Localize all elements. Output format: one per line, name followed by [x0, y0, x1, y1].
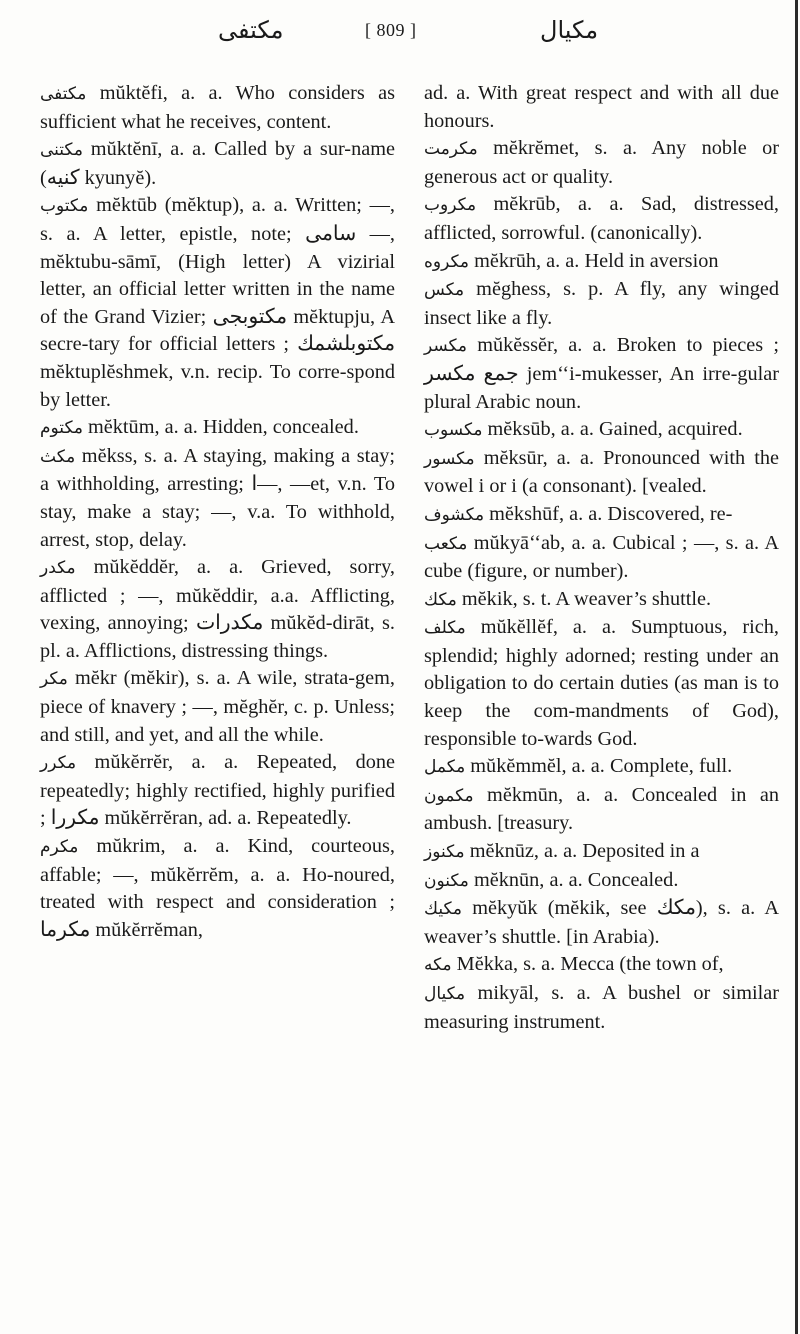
- header-right-word: مكيال: [540, 16, 599, 44]
- entry-headword-arabic: مكتنى: [40, 140, 83, 161]
- entry-definition: mĕkik, s. t. A weaver’s shuttle.: [456, 587, 712, 610]
- dictionary-entry: [424, 753, 779, 782]
- entry-headword-arabic: مكتوب: [40, 196, 89, 217]
- entry-definition: mŭkĕrrĕr, a. a. Repeated, done repeatedly; highly rectified, highly purified ; مكررا mŭkĕrrĕran, ad. a. Repeatedly.: [40, 751, 395, 830]
- entry-definition: mĕkmūn, a. a. Concealed in an ambush. [treasury.: [424, 783, 779, 835]
- entry-definition: mĕksūr, a. a. Pronounced with the vowel i or i (a consonant). [vealed.: [424, 446, 779, 498]
- header-left-word: مكتفى: [218, 16, 284, 44]
- entry-definition: mŭktĕfi, a. a. Who considers as sufficient what he receives, content.: [40, 82, 395, 133]
- entry-headword-arabic: مكتفى: [40, 84, 87, 104]
- entry-headword-arabic: مكروه: [424, 251, 469, 272]
- page-edge: [795, 0, 798, 1334]
- entry-definition: mĕkrĕmet, s. a. Any noble or generous act or quality.: [424, 137, 779, 188]
- entry-headword-arabic: مكك: [424, 589, 457, 610]
- entry-definition: mŭkyā‘‘ab, a. a. Cubical ; —, s. a. A cube (figure, or number).: [424, 531, 779, 583]
- dictionary-entry: [424, 135, 779, 191]
- dictionary-entry: [40, 192, 395, 414]
- entry-definition: mŭkĕddĕr, a. a. Grieved, sorry, afflicted ; —, mŭkĕddir, a.a. Afflicting, vexing, annoying; مكدرات mŭkĕd-dirāt, s. pl. a. Afflictions, distressing things.: [40, 556, 395, 662]
- dictionary-entry: [40, 136, 395, 192]
- dictionary-entry: [40, 749, 395, 833]
- entry-headword-arabic: مكرمت: [424, 139, 478, 160]
- dictionary-entry: [424, 614, 779, 753]
- dictionary-entry: [424, 867, 779, 896]
- dictionary-entry: [424, 276, 779, 332]
- entry-definition: mŭkĕllĕf, a. a. Sumptuous, rich, splendid; highly adorned; resting under an obligation to do certain duties (as man is to keep the com-mandments of God), responsible to-wards God.: [424, 616, 779, 750]
- entry-headword-arabic: مكسوب: [424, 420, 483, 441]
- column-divider: [399, 80, 400, 1320]
- entry-headword-arabic: مكث: [40, 446, 76, 467]
- dictionary-entry: [424, 416, 779, 445]
- dictionary-entry: [424, 248, 779, 277]
- entry-headword-arabic: مكنوز: [424, 842, 465, 863]
- dictionary-entry: [40, 443, 395, 554]
- entry-headword-arabic: مكتوم: [40, 418, 83, 439]
- entry-definition: mĕkshūf, a. a. Discovered, re-: [484, 502, 733, 525]
- entry-definition: mĕkss, s. a. A staying, making a stay; a withholding, arresting; ا—, —et, v.n. To stay, make a stay; —, v.a. To withhold, arrest, stop, delay.: [40, 444, 396, 551]
- entry-headword-arabic: مكشوف: [424, 504, 485, 525]
- entry-definition: Mĕkka, s. a. Mecca (the town of,: [451, 953, 724, 976]
- entry-headword-arabic: مكيك: [424, 899, 462, 920]
- entry-headword-arabic: مكر: [40, 669, 68, 690]
- entry-headword-arabic: مكدر: [40, 558, 76, 579]
- entry-headword-arabic: مكعب: [424, 533, 468, 554]
- entry-definition: mĕksūb, a. a. Gained, acquired.: [482, 418, 743, 441]
- entry-definition: mĕkrūb, a. a. Sad, distressed, afflicted, sorrowful. (canonically).: [424, 193, 779, 244]
- entry-headword-arabic: مكسور: [424, 448, 475, 469]
- entry-headword-arabic: مكس: [424, 280, 465, 301]
- dictionary-entry: [424, 951, 779, 980]
- entry-definition: mĕknūn, a. a. Concealed.: [468, 868, 679, 891]
- entry-definition: mĕkyŭk (mĕkik, see مكك), s. a. A weaver’s shuttle. [in Arabia).: [424, 897, 779, 948]
- entry-definition: mĕkr (mĕkir), s. a. A wile, strata-gem, piece of knavery ; —, mĕghĕr, c. p. Unless; and still, and yet, and all the while.: [40, 667, 395, 746]
- entry-definition: mikyāl, s. a. A bushel or similar measuring instrument.: [424, 982, 779, 1033]
- dictionary-entry: [40, 665, 395, 749]
- entry-definition: mĕktūb (mĕktup), a. a. Written; —, s. a. A letter, epistle, note; سامى —, mĕktubu-sāmī, (High letter) A vizirial letter, an official letter written in the name of the Grand Vizier; مكتوبجى mĕktupju, A secre-tary for official letters ; مكتوبلشمك mĕktuplĕshmek, v.n. recip. To corre-spond by letter.: [40, 194, 395, 411]
- entry-headword-arabic: مكرم: [40, 837, 79, 858]
- dictionary-entry: [424, 838, 779, 867]
- entry-definition: ad. a. With great respect and with all due honours.: [424, 82, 779, 132]
- entry-headword-arabic: مكنون: [424, 870, 469, 891]
- left-column: [40, 80, 395, 944]
- entry-definition: mĕkrūh, a. a. Held in aversion: [469, 249, 719, 272]
- dictionary-entry: [40, 833, 395, 944]
- entry-headword-arabic: مكيال: [424, 984, 466, 1004]
- dictionary-entry: [40, 80, 395, 136]
- dictionary-entry: [424, 191, 779, 247]
- entry-headword-arabic: مكسر: [424, 336, 468, 357]
- page-number: [ 809 ]: [365, 20, 417, 40]
- entry-headword-arabic: مكمون: [424, 785, 474, 806]
- dictionary-entry: [424, 586, 779, 615]
- entry-definition: mŭkĕmmĕl, a. a. Complete, full.: [465, 755, 733, 778]
- dictionary-entry: [424, 445, 779, 501]
- right-column: [424, 80, 779, 1036]
- dictionary-entry: [424, 332, 779, 416]
- dictionary-entry: [424, 782, 779, 838]
- dictionary-entry: [424, 501, 779, 530]
- page-header: [0, 14, 800, 54]
- entry-headword-arabic: مكرر: [40, 753, 77, 774]
- entry-headword-arabic: مكروب: [424, 195, 477, 216]
- entry-headword-arabic: مكمل: [424, 757, 466, 778]
- dictionary-entry: [40, 414, 395, 443]
- entry-headword-arabic: مكلف: [424, 618, 466, 639]
- entry-definition: mŭktĕnī, a. a. Called by a sur-name (كنيه kyunyĕ).: [40, 138, 395, 189]
- entry-definition: mĕktūm, a. a. Hidden, concealed.: [82, 416, 359, 439]
- dictionary-entry: [424, 530, 779, 586]
- entry-definition: mŭkĕssĕr, a. a. Broken to pieces ; جمع مكسر jem‘‘i-mukesser, An irre-gular plural Arabic noun.: [424, 334, 779, 413]
- entry-headword-arabic: مكه: [424, 955, 452, 976]
- entry-definition: mĕknūz, a. a. Deposited in a: [464, 840, 700, 863]
- entry-definition: mŭkrim, a. a. Kind, courteous, affable; —, mŭkĕrrĕm, a. a. Ho-noured, treated with respect and consideration ; مكرما mŭkĕrrĕman,: [40, 835, 395, 941]
- entry-definition: mĕghess, s. p. A fly, any winged insect like a fly.: [424, 278, 779, 329]
- dictionary-entry: [424, 80, 779, 135]
- dictionary-entry: [424, 895, 779, 951]
- dictionary-entry: [40, 554, 395, 665]
- dictionary-entry: [424, 980, 779, 1036]
